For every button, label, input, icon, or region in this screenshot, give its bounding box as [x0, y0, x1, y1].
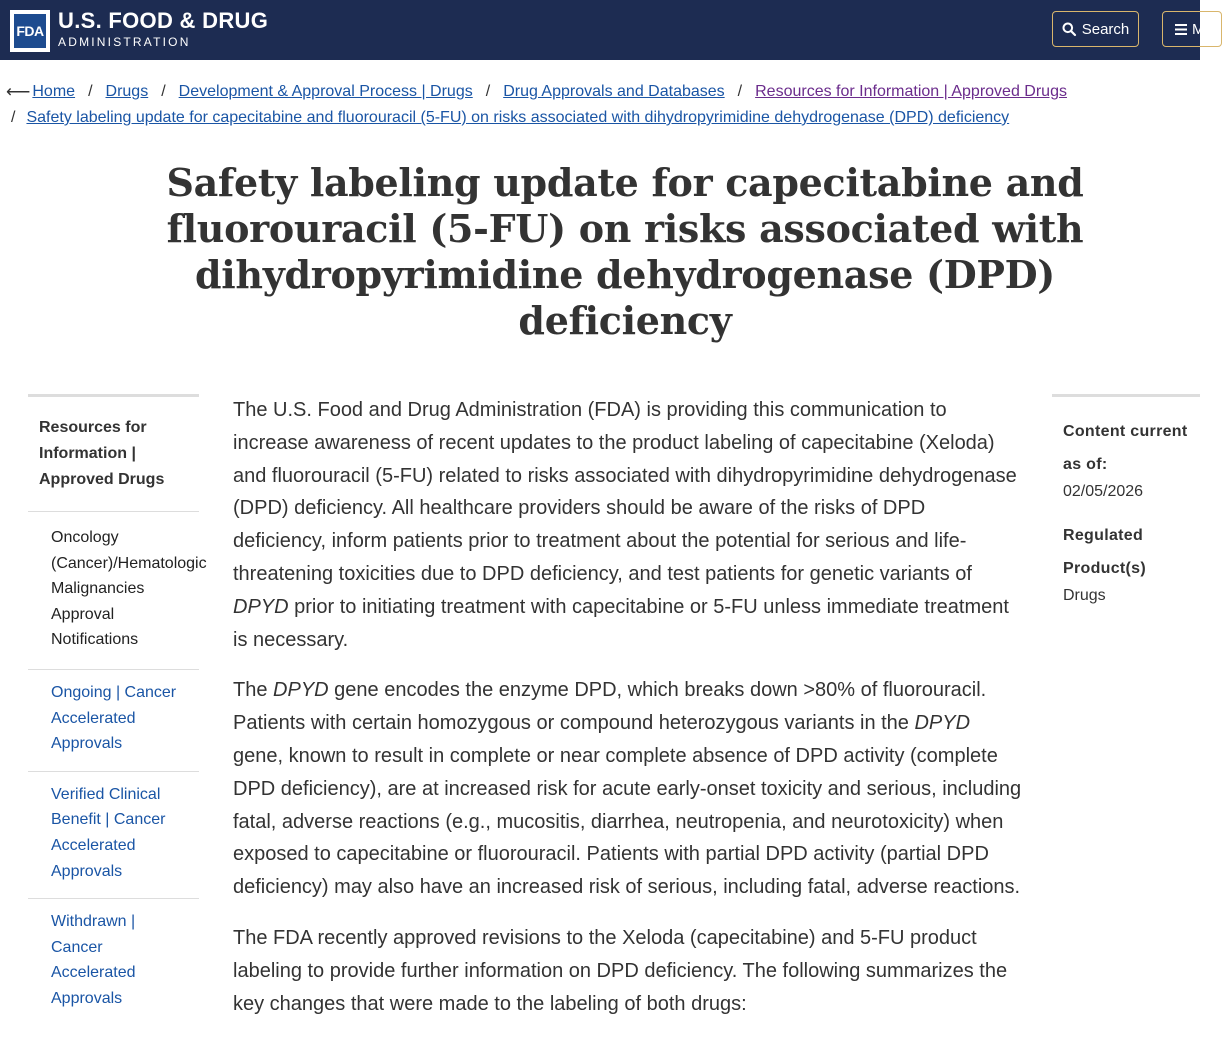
- sidebar-item-label-line: Approval: [51, 605, 115, 623]
- sidebar-item-label-line: Notifications: [51, 631, 139, 649]
- sidebar-item-label-line: Accelerated: [51, 836, 136, 854]
- sidebar-item-label-line: Malignancies: [51, 580, 145, 598]
- sidebar-item-label-line: Accelerated: [51, 964, 136, 982]
- text-run: The U.S. Food and Drug Administration (FDA) is providing this communication to increase awareness of recent updates to the product labeling of capecitabine (Xeloda) and fluorouracil (5-FU) related to risks associated with dihydropyrimidine dehydrogenase (DPD) deficiency. All healthcare providers should be aware of the risks of DPD deficiency, inform patients prior to treatment about the potential for serious and life-threatening toxicities due to DPD deficiency, and test patients for genetic variants of: [233, 399, 1017, 585]
- gene-name: DPYD: [273, 679, 329, 702]
- sidebar-item-label-line: Approvals: [51, 735, 123, 753]
- page-metadata: [1052, 394, 1200, 623]
- regulated-products-label: Regulated Product(s): [1063, 527, 1146, 577]
- section-nav: [28, 394, 207, 1026]
- sidebar-item-withdrawn-accelerated[interactable]: [28, 899, 199, 1025]
- sidebar-item-label-line: Accelerated: [51, 709, 136, 727]
- gene-name: DPYD: [914, 712, 971, 735]
- breadcrumb-separator: /: [485, 83, 491, 100]
- site-header: [0, 0, 1205, 60]
- content-current-date: 02/05/2026: [1063, 483, 1144, 500]
- search-label: Search: [1081, 20, 1130, 38]
- hamburger-icon: [1175, 24, 1187, 35]
- breadcrumb-development-approval[interactable]: Development & Approval Process | Drugs: [178, 83, 473, 100]
- text-run: prior to initiating treatment with capecitabine or 5-FU unless immediate treatment is necessary.: [233, 595, 1009, 651]
- sidebar-item-label-line: Withdrawn |: [51, 913, 136, 931]
- agency-name[interactable]: U.S. FOOD & DRUG: [58, 8, 269, 33]
- search-icon: [1062, 22, 1076, 36]
- sidebar-item-label-line: (Cancer)/Hematologic: [51, 554, 207, 572]
- breadcrumb-drug-approvals-databases[interactable]: Drug Approvals and Databases: [503, 83, 725, 100]
- breadcrumb-home[interactable]: Home: [32, 83, 76, 100]
- sidebar-item-label-line: Oncology: [51, 529, 119, 546]
- sidebar-item-label-line: Verified Clinical: [51, 785, 161, 803]
- article-body: [233, 394, 1023, 1038]
- breadcrumb-current-page[interactable]: Safety labeling update for capecitabine and fluorouracil (5-FU) on risks associated with dihydropyrimidine dehydrogenase (DPD) deficiency: [26, 109, 1010, 126]
- sidebar-item-label-line: Ongoing | Cancer: [51, 683, 177, 701]
- breadcrumb-separator: /: [161, 83, 166, 100]
- breadcrumb-separator: /: [88, 83, 93, 100]
- text-run: gene, known to result in complete or near complete absence of DPD activity (complete DPD deficiency), are at increased risk for acute early-onset toxicity and serious, including fatal, adverse reactions (e.g., mucositis, diarrhea, neutropenia, and neurotoxicity) when exposed to capecitabine or fluorouracil. Patients with partial DPD activity (partial DPD deficiency) may also have an increased risk of serious, including fatal, adverse reactions.: [233, 744, 1022, 899]
- content-current-label: Content current as of:: [1063, 423, 1188, 473]
- fda-logo-text: FDA: [14, 14, 46, 48]
- breadcrumb-separator: /: [737, 83, 743, 100]
- sidebar-item-ongoing-accelerated[interactable]: [28, 670, 199, 772]
- sidebar-item-label-line: Benefit | Cancer: [51, 811, 166, 829]
- section-nav-heading[interactable]: Resources for Information | Approved Drugs: [28, 397, 199, 512]
- text-run: gene encodes the enzyme DPD, which breaks down >80% of fluorouracil. Patients with certain homozygous or compound heterozygous variants in the: [233, 679, 987, 735]
- gene-name: DPYD: [233, 595, 289, 618]
- paragraph-dpyd-gene: [233, 674, 1023, 904]
- breadcrumb-separator: /: [11, 109, 16, 126]
- back-arrow-icon: ⟵: [6, 82, 31, 101]
- paragraph-label-revisions: The FDA recently approved revisions to the Xeloda (capecitabine) and 5-FU product labeling to provide further information on DPD deficiency. The following summarizes the key changes that were made to the labeling of both drugs:: [233, 926, 1008, 1015]
- breadcrumb-resources-approved-drugs[interactable]: Resources for Information | Approved Drugs: [755, 83, 1067, 100]
- sidebar-item-label-line: Cancer: [51, 938, 103, 956]
- menu-button[interactable]: [1162, 11, 1222, 47]
- sidebar-item-verified-clinical-benefit[interactable]: [28, 772, 199, 899]
- sidebar-item-label-line: Approvals: [51, 989, 123, 1007]
- menu-label: M: [1192, 20, 1205, 38]
- sidebar-item-oncology-notifications[interactable]: [28, 512, 207, 670]
- sidebar-item-label-line: Approvals: [51, 862, 123, 880]
- agency-subtitle: ADMINISTRATION: [58, 35, 191, 49]
- page-title: Safety labeling update for capecitabine and fluorouracil (5-FU) on risks associated with dihydropyrimidine dehydrogenase (DPD) deficiency: [166, 160, 1084, 343]
- search-button[interactable]: [1052, 11, 1139, 47]
- breadcrumb-drugs[interactable]: Drugs: [105, 83, 149, 100]
- breadcrumb: [6, 79, 1200, 131]
- text-run: The: [233, 679, 274, 702]
- paragraph-intro: [233, 394, 1023, 656]
- regulated-products-value: Drugs: [1063, 587, 1106, 604]
- fda-logo[interactable]: [10, 10, 50, 52]
